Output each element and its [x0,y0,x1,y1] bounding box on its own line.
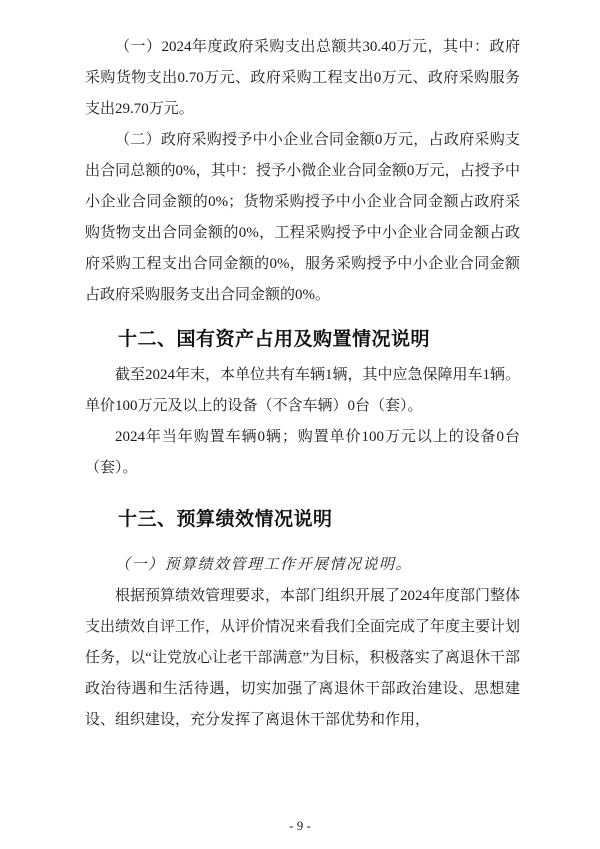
page-number: - 9 - [289,818,311,833]
paragraph-assets-vehicles: 截至2024年末，本单位共有车辆1辆，其中应急保障用车1辆。单价100万元及以上的设备（不含车辆）0台（套）。 [85,367,521,414]
section-heading-state-assets: 十二、国有资产占用及购置情况说明 [118,329,431,350]
paragraph-assets-purchases: 2024年当年购置车辆0辆；购置单价100万元以上的设备0台（套）。 [85,429,520,476]
paragraph-performance-self-review: 根据预算绩效管理要求，本部门组织开展了2024年度部门整体支出绩效自评工作，从评价情况来看我们全面完成了年度主要计划任务，以“让党放心让老干部满意”为目标，积极落实了离退休干部政治待遇和生活待遇，切实加强了离退休干部政治建设、思想建设、组织建设，充分发挥了离退休干部优势和作用， [85,588,521,728]
paragraph-procurement-total: （一）2024年度政府采购支出总额共30.40万元，其中：政府采购货物支出0.70万元、政府采购工程支出0万元、政府采购服务支出29.70万元。 [85,39,520,117]
section-heading-budget-performance: 十三、预算绩效情况说明 [118,509,333,530]
document-body [85,32,520,736]
paragraph-procurement-sme: （二）政府采购授予中小企业合同金额0万元，占政府采购支出合同总额的0%，其中：授予小微企业合同金额0万元，占授予中小企业合同金额的0%；货物采购授予中小企业合同金额占政府采购货物支出合同金额的0%，工程采购授予中小企业合同金额占政府采购工程支出合同金额的0%，服务采购授予中小企业合同金额占政府采购服务支出合同金额的0%。 [85,132,520,303]
subsection-heading-performance-management: （一）预算绩效管理工作开展情况说明。 [115,557,413,573]
